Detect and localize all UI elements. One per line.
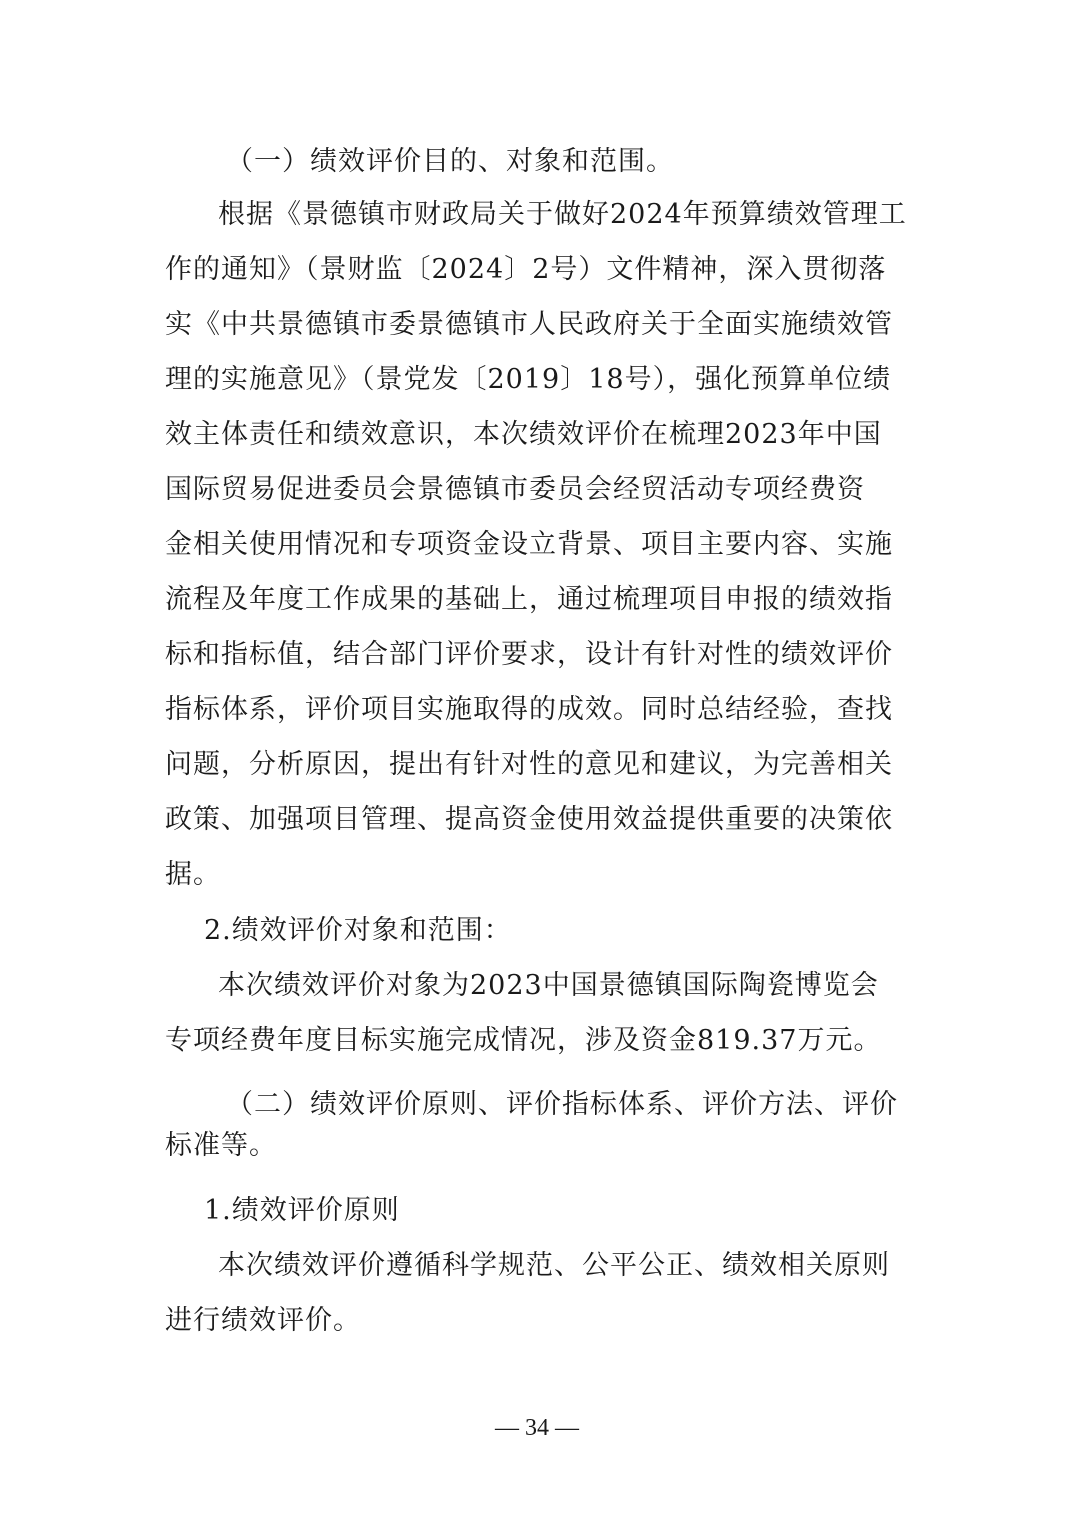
page-number: — 34 — (495, 1415, 579, 1441)
paragraph-line: 指标体系，评价项目实施取得的成效。同时总结经验，查找 (165, 694, 893, 725)
paragraph-line: 效主体责任和绩效意识，本次绩效评价在梳理2023年中国 (165, 419, 882, 450)
paragraph-line: 理的实施意见》（景党发〔2019〕18号），强化预算单位绩 (165, 364, 892, 395)
paragraph-line: 实《中共景德镇市委景德镇市人民政府关于全面实施绩效管 (165, 309, 893, 340)
paragraph-line: 流程及年度工作成果的基础上，通过梳理项目申报的绩效指 (165, 584, 893, 615)
paragraph-line: 作的通知》（景财监〔2024〕2号）文件精神，深入贯彻落 (165, 254, 887, 285)
paragraph-line: 国际贸易促进委员会景德镇市委员会经贸活动专项经费资 (165, 474, 865, 505)
paragraph-line: 金相关使用情况和专项资金设立背景、项目主要内容、实施 (165, 529, 893, 560)
paragraph-line: 本次绩效评价对象为2023中国景德镇国际陶瓷博览会 (218, 970, 879, 1001)
subsection-heading-1: 1.绩效评价原则 (204, 1195, 400, 1226)
section-heading-2: （二）绩效评价原则、评价指标体系、评价方法、评价 (226, 1089, 898, 1120)
paragraph-line: 本次绩效评价遵循科学规范、公平公正、绩效相关原则 (218, 1250, 890, 1281)
paragraph-line: 政策、加强项目管理、提高资金使用效益提供重要的决策依 (165, 804, 893, 835)
paragraph-line: 专项经费年度目标实施完成情况，涉及资金819.37万元。 (165, 1025, 882, 1056)
paragraph-line: 问题，分析原因，提出有针对性的意见和建议，为完善相关 (165, 749, 893, 780)
paragraph-line: 根据《景德镇市财政局关于做好2024年预算绩效管理工 (218, 199, 907, 230)
paragraph-line: 标和指标值，结合部门评价要求，设计有针对性的绩效评价 (165, 639, 893, 670)
paragraph-line: 进行绩效评价。 (165, 1305, 361, 1336)
paragraph-line: 据。 (165, 859, 221, 890)
section-heading-1: （一）绩效评价目的、对象和范围。 (226, 146, 674, 177)
section-heading-2-cont: 标准等。 (165, 1130, 277, 1161)
subsection-heading-2: 2.绩效评价对象和范围： (204, 915, 512, 946)
